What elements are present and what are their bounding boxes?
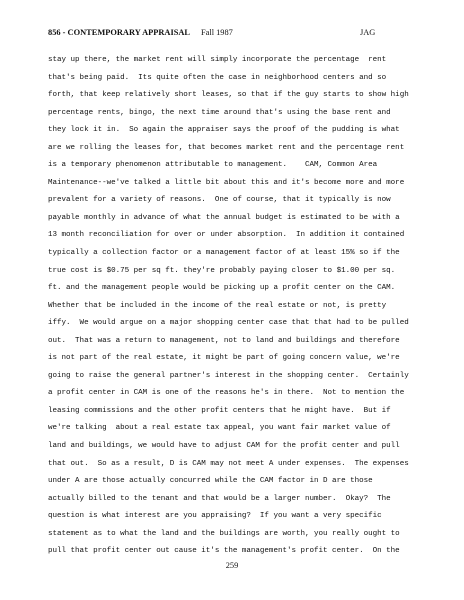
text-line: 13 month reconciliation for over or under absorption. In addition it contained xyxy=(48,231,405,240)
text-line: ft. and the management people would be picking up a profit center on the CAM. xyxy=(48,284,396,293)
header-issue: Fall 1987 xyxy=(201,28,233,37)
text-line: under A are those actually concurred while the CAM factor in D are those xyxy=(48,477,373,486)
text-line: that out. So as a result, D is CAM may not meet A under expenses. The expenses xyxy=(48,459,409,468)
text-line: typically a collection factor or a management factor of at least 15% so if the xyxy=(48,249,400,258)
text-line: is a temporary phenomenon attributable to management. CAM, Common Area xyxy=(48,161,378,170)
text-line: they lock it in. So again the appraiser says the proof of the pudding is what xyxy=(48,126,400,135)
text-line: that's being paid. Its quite often the case in neighborhood centers and so xyxy=(48,73,387,82)
text-line: land and buildings, we would have to adjust CAM for the profit center and pull xyxy=(48,442,400,451)
header-separator: - xyxy=(60,28,68,37)
text-line: pull that profit center out cause it's the management's profit center. On the xyxy=(48,547,400,556)
header-page-and-journal xyxy=(48,26,190,40)
text-line: leasing commissions and the other profit centers that he might have. But if xyxy=(48,406,391,415)
header-page-number: 856 xyxy=(48,28,61,37)
header-journal-title: CONTEMPORARY APPRAISAL xyxy=(67,28,191,37)
text-line: actually billed to the tenant and that would be a larger number. Okay? The xyxy=(48,494,391,503)
text-line: iffy. We would argue on a major shopping center case that that had to be pulled xyxy=(48,319,409,328)
text-line: going to raise the general partner's interest in the shopping center. Certainly xyxy=(48,371,409,380)
text-line: Maintenance--we've talked a little bit about this and it's become more and more xyxy=(48,178,405,187)
running-header xyxy=(48,26,418,40)
footer-page-number: 259 xyxy=(225,561,239,570)
text-line: out. That was a return to management, not to land and buildings and therefore xyxy=(48,336,400,345)
transcript-body xyxy=(48,52,428,561)
header-author-initials: JAG xyxy=(360,28,376,37)
text-line: stay up there, the market rent will simply incorporate the percentage rent xyxy=(48,56,387,64)
text-line: prevalent for a variety of reasons. One of course, that it typically is now xyxy=(48,196,391,205)
text-line: percentage rents, bingo, the next time around that's using the base rent and xyxy=(48,108,391,117)
text-line: statement as to what the land and the buildings are worth, you really ought to xyxy=(48,529,400,538)
text-line: forth, that keep relatively short leases, so that if the guy starts to show high xyxy=(48,91,409,100)
text-line: are we rolling the leases for, that becomes market rent and the percentage rent xyxy=(48,143,405,152)
text-line: is not part of the real estate, it might be part of going concern value, we're xyxy=(48,354,400,363)
text-line: question is what interest are you appraising? If you want a very specific xyxy=(48,512,382,521)
text-line: a profit center in CAM is one of the reasons he's in there. Not to mention the xyxy=(48,389,405,398)
page-footer xyxy=(0,560,464,572)
text-line: we're talking about a real estate tax appeal, you want fair market value of xyxy=(48,424,391,433)
text-line: payable monthly in advance of what the annual budget is estimated to be with a xyxy=(48,213,400,222)
text-line: Whether that be included in the income of the real estate or not, is pretty xyxy=(48,301,387,310)
text-line: true cost is $0.75 per sq ft. they're probably paying closer to $1.00 per sq. xyxy=(48,266,396,275)
